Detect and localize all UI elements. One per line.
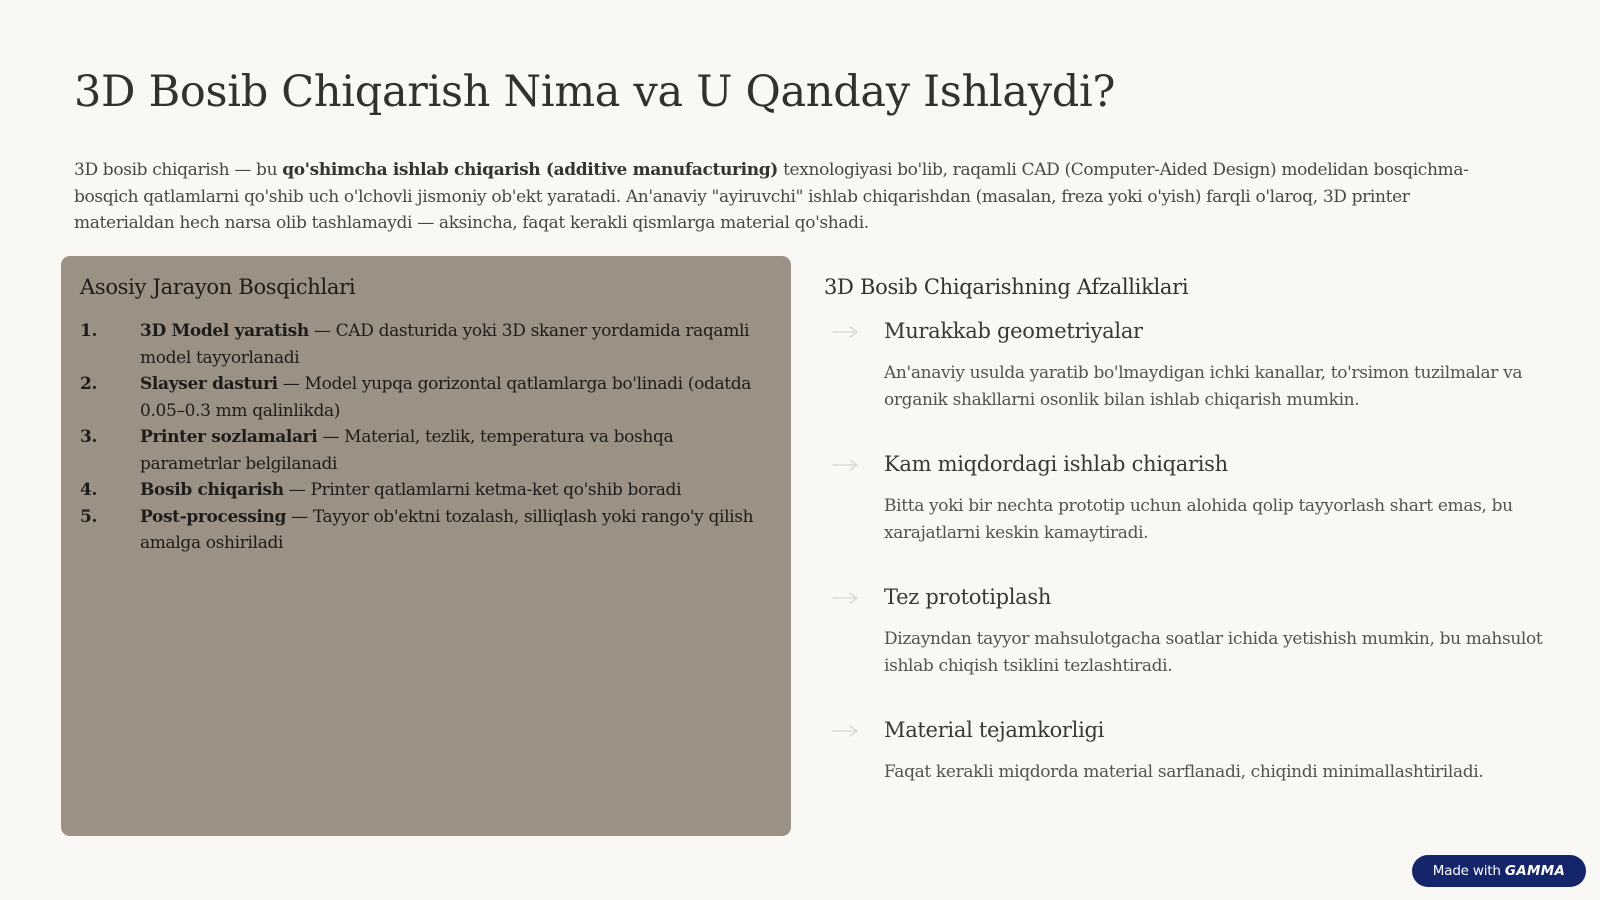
intro-paragraph (74, 157, 1504, 237)
step-description: — Printer qatlamlarni ketma-ket qo'shib boradi (283, 480, 682, 500)
step-term: Bosib chiqarish (140, 480, 284, 500)
process-steps-list (80, 318, 771, 557)
step-text (140, 318, 771, 371)
step-number: 3. (80, 427, 98, 447)
step-text (140, 477, 771, 504)
process-heading: Asosiy Jarayon Bosqichlari (80, 275, 356, 299)
badge-prefix: Made with (1432, 863, 1505, 879)
benefit-description: Dizayndan tayyor mahsulotgacha soatlar ichida yetishish mumkin, bu mahsulot ishlab chiqish tsiklini tezlashtiradi. (884, 629, 1543, 676)
process-steps-card (61, 256, 791, 836)
step-term: Post-processing (140, 506, 287, 527)
step-text (140, 371, 771, 424)
benefit-item (824, 715, 1544, 848)
step-description: — CAD dasturida yoki 3D skaner yordamida raqamli model tayyorlanadi (140, 321, 750, 368)
made-with-gamma-badge[interactable] (1412, 855, 1586, 887)
step-number: 4. (80, 480, 98, 500)
process-step (80, 318, 771, 371)
process-step (80, 477, 771, 504)
benefit-item (824, 316, 1544, 449)
step-number: 5. (80, 506, 98, 527)
gamma-logo: GAMMA (1504, 863, 1566, 879)
benefit-title: Kam miqdordagi ishlab chiqarish (884, 452, 1228, 476)
process-step (80, 504, 771, 557)
benefits-heading: 3D Bosib Chiqarishning Afzalliklari (824, 275, 1189, 299)
arrow-right-icon (832, 723, 860, 739)
benefit-title: Tez prototiplash (884, 585, 1052, 609)
arrow-right-icon (832, 324, 860, 340)
arrow-right-icon (832, 457, 860, 473)
process-step (80, 424, 771, 477)
step-term: Slayser dasturi (140, 374, 278, 394)
intro-emphasis: qo'shimcha ishlab chiqarish (additive manufacturing) (282, 160, 779, 180)
page-title: 3D Bosib Chiqarish Nima va U Qanday Ishlaydi? (74, 67, 1116, 117)
step-text (140, 424, 771, 477)
step-text (140, 504, 771, 557)
benefits-section (824, 272, 1544, 848)
benefit-description: Faqat kerakli miqdorda material sarflanadi, chiqindi minimallashtiriladi. (884, 762, 1484, 782)
step-number: 2. (80, 374, 98, 394)
step-number: 1. (80, 321, 98, 341)
intro-text-end: texnologiyasi bo'lib, raqamli CAD (Computer-Aided Design) modelidan bosqichma-bosqich qatlamlarni qo'shib uch o'lchovli jismoniy ob'ekt yaratadi. An'anaviy "ayiruvchi" ishlab chiqarishdan (masalan, freza yoki o'yish) farqli o'laroq, 3D printer materialdan hech narsa olib tashlamaydi — aksincha, faqat kerakli qismlarga material qo'shadi. (74, 160, 1469, 233)
step-term: 3D Model yaratish (140, 321, 309, 341)
benefit-title: Material tejamkorligi (884, 718, 1105, 742)
benefit-item (824, 582, 1544, 715)
benefit-description: An'anaviy usulda yaratib bo'lmaydigan ichki kanallar, to'rsimon tuzilmalar va organik shakllarni osonlik bilan ishlab chiqarish mumkin. (884, 363, 1523, 410)
benefit-item (824, 449, 1544, 582)
benefit-title: Murakkab geometriyalar (884, 319, 1143, 343)
step-term: Printer sozlamalari (140, 427, 318, 447)
step-description: — Tayyor ob'ektni tozalash, silliqlash yoki rango'y qilish amalga oshiriladi (140, 506, 754, 553)
arrow-right-icon (832, 590, 860, 606)
process-step (80, 371, 771, 424)
step-description: — Model yupqa gorizontal qatlamlarga bo'linadi (odatda 0.05–0.3 mm qalinlikda) (140, 374, 752, 421)
intro-text-start: 3D bosib chiqarish — bu (74, 160, 283, 180)
step-description: — Material, tezlik, temperatura va boshqa parametrlar belgilanadi (140, 427, 674, 474)
benefit-description: Bitta yoki bir nechta prototip uchun alohida qolip tayyorlash shart emas, bu xarajatlarni keskin kamaytiradi. (884, 496, 1513, 543)
